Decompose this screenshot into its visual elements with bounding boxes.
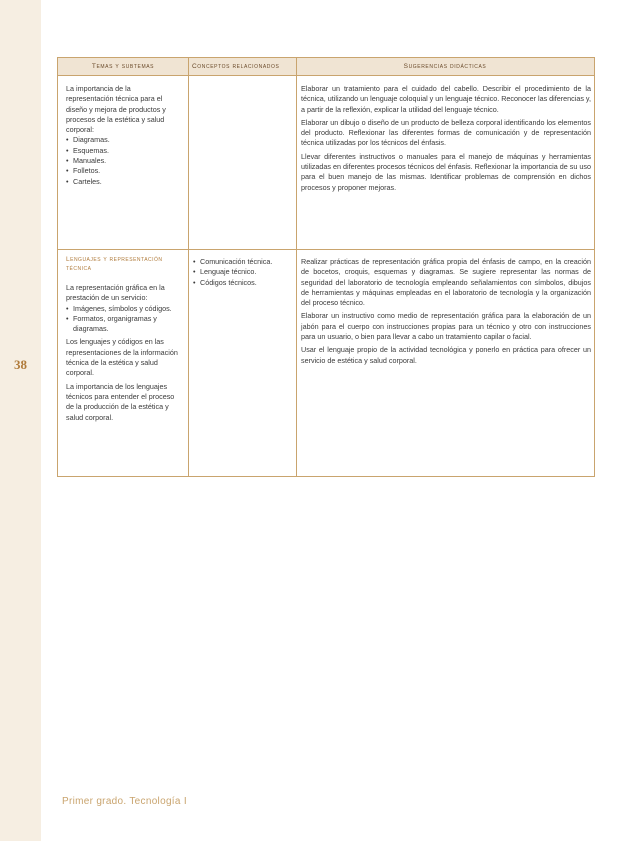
header-sugerencias: Sugerencias didácticas [296, 58, 594, 76]
row2-sugerencias [301, 257, 591, 369]
list-item: • Códigos técnicos. [193, 278, 293, 288]
page-number: 38 [14, 357, 27, 372]
row1-sugerencias [301, 84, 591, 196]
column-divider [188, 58, 189, 476]
list-item: • Folletos. [66, 166, 178, 176]
list-item: • Imágenes, símbolos y códigos. [66, 304, 182, 314]
row2-paragraph: Los lenguajes y códigos en las representaciones de la información técnica de la estética y salud corporal. [66, 337, 178, 378]
list-item: • Esquemas. [66, 146, 178, 156]
list-item: • Lenguaje técnico. [193, 267, 293, 277]
row1-temas-list [66, 135, 178, 186]
header-conceptos: Conceptos relacionados [188, 58, 296, 76]
row-divider [58, 249, 594, 250]
column-divider [296, 58, 297, 476]
list-item: • Carteles. [66, 177, 178, 187]
concepts-list [193, 257, 293, 288]
suggestion-paragraph: Usar el lenguaje propio de la actividad tecnológica y ponerlo en práctica para ofrecer un servicio de estética y salud corporal. [301, 345, 591, 365]
row2-intro: La representación gráfica en la prestación de un servicio: [66, 283, 165, 303]
suggestion-paragraph: Elaborar un dibujo o diseño de un producto de belleza corporal identificando los elementos del producto. Reflexionar las diferentes formas de comunicación y de representación técnica utilizadas por los técnicos del énfasis. [301, 117, 591, 148]
list-item: • Diagramas. [66, 135, 178, 145]
row2-paragraph: La importancia de los lenguajes técnicos para entender el proceso de la producción de la estética y salud corporal. [66, 381, 175, 422]
header-temas: Temas y subtemas [58, 58, 188, 76]
side-strip [0, 0, 41, 841]
list-item: • Formatos, organigramas y diagramas. [66, 314, 182, 335]
suggestion-paragraph: Elaborar un instructivo como medio de representación gráfica para la elaboración de un jabón para el cuerpo con instrucciones propias para un técnico y otro con instrucciones para un usuario, o bien para llevar a cabo un tratamiento capilar o facial. [301, 311, 591, 342]
row2-temas [66, 255, 182, 426]
list-item: • Manuales. [66, 156, 178, 166]
row2-conceptos [193, 257, 293, 288]
row2-temas-list [66, 304, 182, 335]
suggestion-paragraph: Realizar prácticas de representación gráfica propia del énfasis de campo, en la creación de bocetos, croquis, esquemas y diagramas. Se sugiere representar las normas de seguridad del laboratorio de tecnología empleando señalamientos con símbolos, dibujos de herramientas y máquinas empleadas en el laboratorio de tecnología y la organización del proceso técnico. [301, 257, 591, 308]
row1-temas [66, 84, 178, 187]
suggestion-paragraph: Elaborar un tratamiento para el cuidado del cabello. Describir el procedimiento de la técnica, utilizando un lenguaje coloquial y un lenguaje técnico. Reconocer las diferencias y, a partir de la reflexión, explicar la utilidad del lenguaje técnico. [301, 84, 591, 114]
list-item: • Comunicación técnica. [193, 257, 293, 267]
curriculum-table [57, 57, 595, 477]
row1-temas-text: La importancia de la representación técnica para el diseño y mejora de productos y procesos de la estética y salud corporal: [66, 84, 166, 135]
suggestion-paragraph: Llevar diferentes instructivos o manuales para el manejo de máquinas y herramientas utilizadas en diferentes procesos técnicos del énfasis. Reflexionar la importancia de su uso para el buen manejo de las mismas. Identificar problemas de comprensión en dichos procesos y proponer mejoras. [301, 151, 591, 192]
row2-heading: Lenguajes y representación técnica [66, 256, 163, 272]
page-footer: Primer grado. Tecnología I [62, 796, 187, 807]
